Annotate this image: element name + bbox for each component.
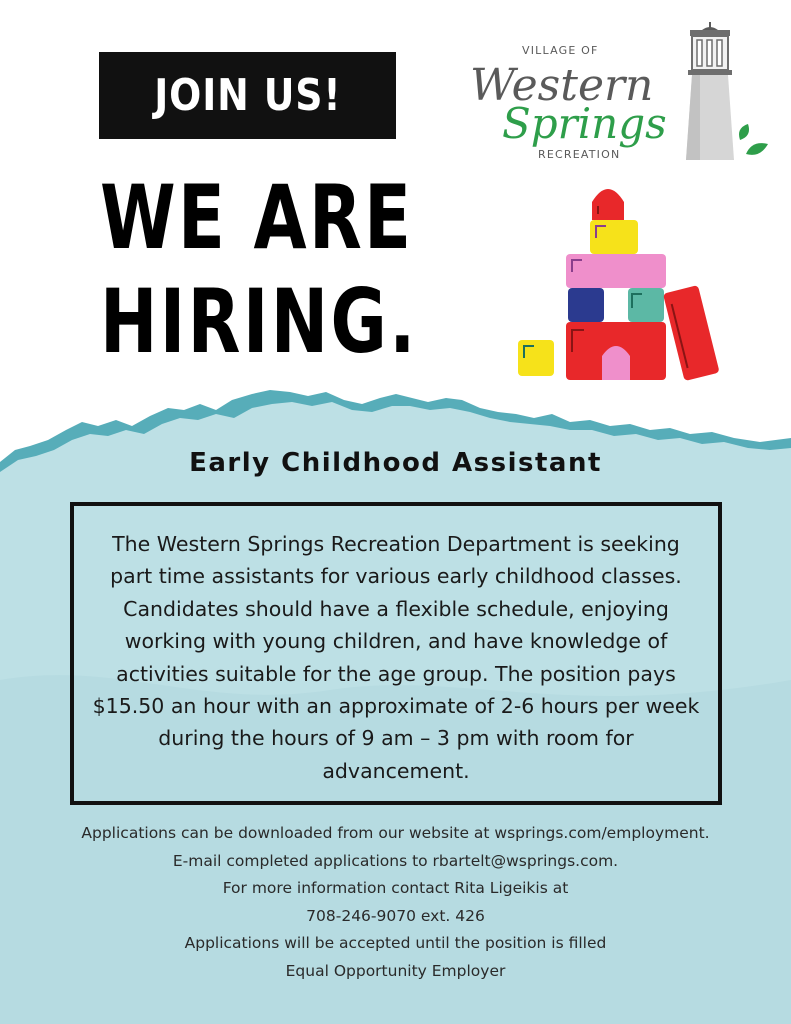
join-us-text: JOIN US! — [153, 70, 342, 121]
footer-line-download: Applications can be downloaded from our website at wsprings.com/employment. — [81, 824, 710, 842]
logo-springs: Springs — [502, 99, 667, 148]
logo-recreation: RECREATION — [538, 148, 621, 161]
job-description: The Western Springs Recreation Department is seeking part time assistants for various early childhood classes. Candidates should have a flexible schedule, enjoying working with young children, and have knowledge of activities suitable for the age group. The position pays $15.50 an hour with an approximate of 2-6 hours per week during the hours of 9 am – 3 pm with room for advancement. — [92, 532, 700, 783]
leaning-red-block — [663, 285, 720, 381]
western-springs-logo — [464, 18, 774, 168]
footer-line-email: E-mail completed applications to rbartelt@wsprings.com. — [172, 851, 619, 870]
red-roof-block — [592, 189, 624, 220]
logo-western: Western — [470, 60, 654, 111]
footer-line-contact: For more information contact Rita Ligeikis at — [222, 879, 569, 897]
toy-blocks-illustration — [510, 176, 730, 386]
footer-info — [0, 820, 791, 985]
job-title: Early Childhood Assistant — [189, 448, 602, 478]
tower-icon — [686, 22, 734, 160]
footer-line-eoe: Equal Opportunity Employer — [285, 961, 506, 980]
footer-line-deadline: Applications will be accepted until the position is filled — [184, 934, 607, 952]
hiring-headline — [100, 166, 418, 374]
footer-line-phone: 708-246-9070 ext. 426 — [306, 906, 485, 925]
join-us-banner — [99, 52, 396, 139]
logo-village-of: VILLAGE OF — [522, 44, 599, 57]
headline-line-2: HIRING. — [100, 270, 418, 373]
job-description-box — [70, 502, 722, 805]
headline-line-1: WE ARE — [100, 166, 414, 269]
leaf-icon — [739, 124, 768, 155]
navy-block — [568, 288, 604, 322]
